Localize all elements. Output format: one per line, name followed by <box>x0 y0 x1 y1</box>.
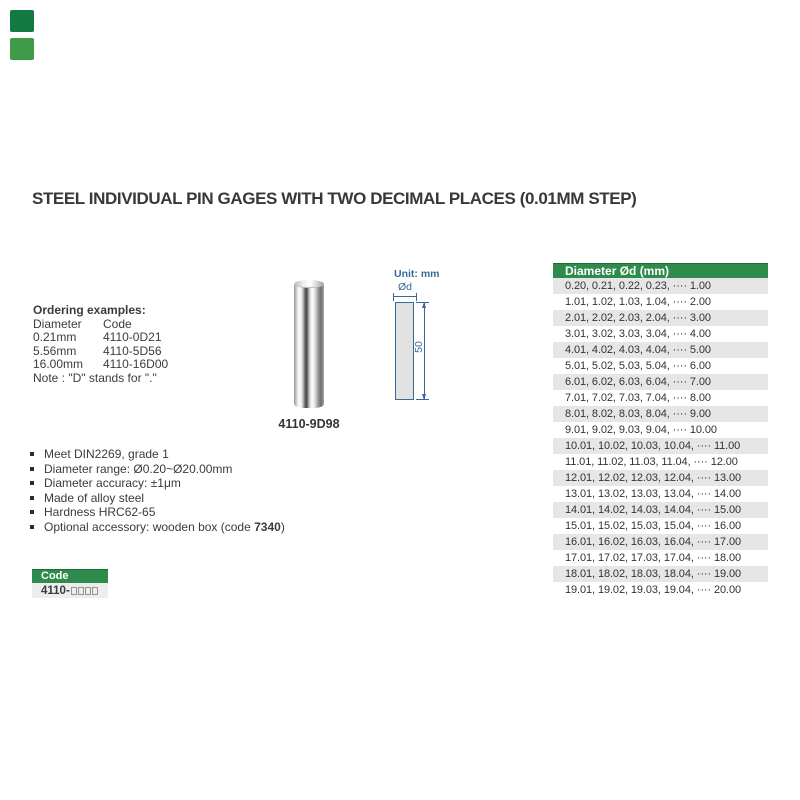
code-box-row <box>32 583 108 598</box>
table-row: 7.01, 7.02, 7.03, 7.04, ···· 8.00 <box>553 390 768 406</box>
ordering-col-diameter: Diameter <box>33 316 82 331</box>
code-box-header: Code <box>32 569 108 583</box>
table-row: 13.01, 13.02, 13.03, 13.04, ···· 14.00 <box>553 486 768 502</box>
pin-top-cap <box>294 280 324 288</box>
feature-text: Optional accessory: wooden box (code <box>44 519 255 534</box>
table-row: 17.01, 17.02, 17.03, 17.04, ···· 18.00 <box>553 550 768 566</box>
pin-gage-photo <box>294 281 324 408</box>
unit-label: Unit: mm <box>394 268 440 280</box>
ordering-code: 4110-5D56 <box>103 343 162 358</box>
diameter-table <box>553 263 768 598</box>
pin-outline-rect <box>395 302 414 400</box>
table-row: 10.01, 10.02, 10.03, 10.04, ···· 11.00 <box>553 438 768 454</box>
length-dim-label: 50 <box>413 341 425 353</box>
code-digit-box <box>78 587 84 595</box>
feature-list <box>30 447 285 535</box>
page-title: STEEL INDIVIDUAL PIN GAGES WITH TWO DECIMAL PLACES (0.01MM STEP) <box>32 189 637 208</box>
ordering-col-code: Code <box>103 316 132 331</box>
feature-bold-code: 7340 <box>254 519 281 534</box>
pin-model-label: 4110-9D98 <box>278 417 340 431</box>
diameter-table-body <box>553 278 768 598</box>
code-digit-box <box>71 587 77 595</box>
diameter-dim-line <box>393 296 417 297</box>
diameter-dim-label: Ød <box>397 281 412 293</box>
table-row: 11.01, 11.02, 11.03, 11.04, ···· 12.00 <box>553 454 768 470</box>
feature-item-optional-accessory <box>30 520 285 535</box>
table-row: 2.01, 2.02, 2.03, 2.04, ···· 3.00 <box>553 310 768 326</box>
diameter-table-header: Diameter Ød (mm) <box>553 263 768 278</box>
table-row: 3.01, 3.02, 3.03, 3.04, ···· 4.00 <box>553 326 768 342</box>
ordering-row <box>33 345 168 359</box>
ordering-diameter: 16.00mm <box>33 357 84 372</box>
table-row: 14.01, 14.02, 14.03, 14.04, ···· 15.00 <box>553 502 768 518</box>
ordering-code: 4110-16D00 <box>103 357 169 372</box>
table-row: 16.01, 16.02, 16.03, 16.04, ···· 17.00 <box>553 534 768 550</box>
ordering-note: Note : "D" stands for "." <box>33 370 157 385</box>
table-row: 12.01, 12.02, 12.03, 12.04, ···· 13.00 <box>553 470 768 486</box>
ordering-examples <box>33 304 168 386</box>
table-row: 5.01, 5.02, 5.03, 5.04, ···· 6.00 <box>553 358 768 374</box>
code-digit-box <box>92 587 98 595</box>
feature-item: Meet DIN2269, grade 1 <box>30 447 285 462</box>
dimension-diagram <box>380 265 440 410</box>
ordering-row <box>33 331 168 345</box>
ordering-diameter: 0.21mm <box>33 330 77 345</box>
corner-tab-light <box>10 38 34 60</box>
feature-item: Made of alloy steel <box>30 491 285 506</box>
feature-item: Diameter range: Ø0.20~Ø20.00mm <box>30 462 285 477</box>
corner-tab-dark <box>10 10 34 32</box>
table-row: 15.01, 15.02, 15.03, 15.04, ···· 16.00 <box>553 518 768 534</box>
ordering-heading: Ordering examples: <box>33 303 146 317</box>
table-row: 0.20, 0.21, 0.22, 0.23, ···· 1.00 <box>553 278 768 294</box>
pin-cylinder <box>294 283 324 408</box>
ordering-column-row <box>33 318 168 332</box>
table-row: 9.01, 9.02, 9.03, 9.04, ···· 10.00 <box>553 422 768 438</box>
ordering-row <box>33 358 168 372</box>
code-box <box>32 569 108 598</box>
ordering-code: 4110-0D21 <box>103 330 162 345</box>
code-digit-box <box>85 587 91 595</box>
feature-item: Diameter accuracy: ±1μm <box>30 476 285 491</box>
ordering-diameter: 5.56mm <box>33 343 77 358</box>
table-row: 8.01, 8.02, 8.03, 8.04, ···· 9.00 <box>553 406 768 422</box>
feature-item: Hardness HRC62-65 <box>30 505 285 520</box>
feature-text: ) <box>280 519 285 534</box>
table-row: 4.01, 4.02, 4.03, 4.04, ···· 5.00 <box>553 342 768 358</box>
code-prefix: 4110- <box>41 584 70 597</box>
table-row: 19.01, 19.02, 19.03, 19.04, ···· 20.00 <box>553 582 768 598</box>
table-row: 18.01, 18.02, 18.03, 18.04, ···· 19.00 <box>553 566 768 582</box>
table-row: 1.01, 1.02, 1.03, 1.04, ···· 2.00 <box>553 294 768 310</box>
table-row: 6.01, 6.02, 6.03, 6.04, ···· 7.00 <box>553 374 768 390</box>
